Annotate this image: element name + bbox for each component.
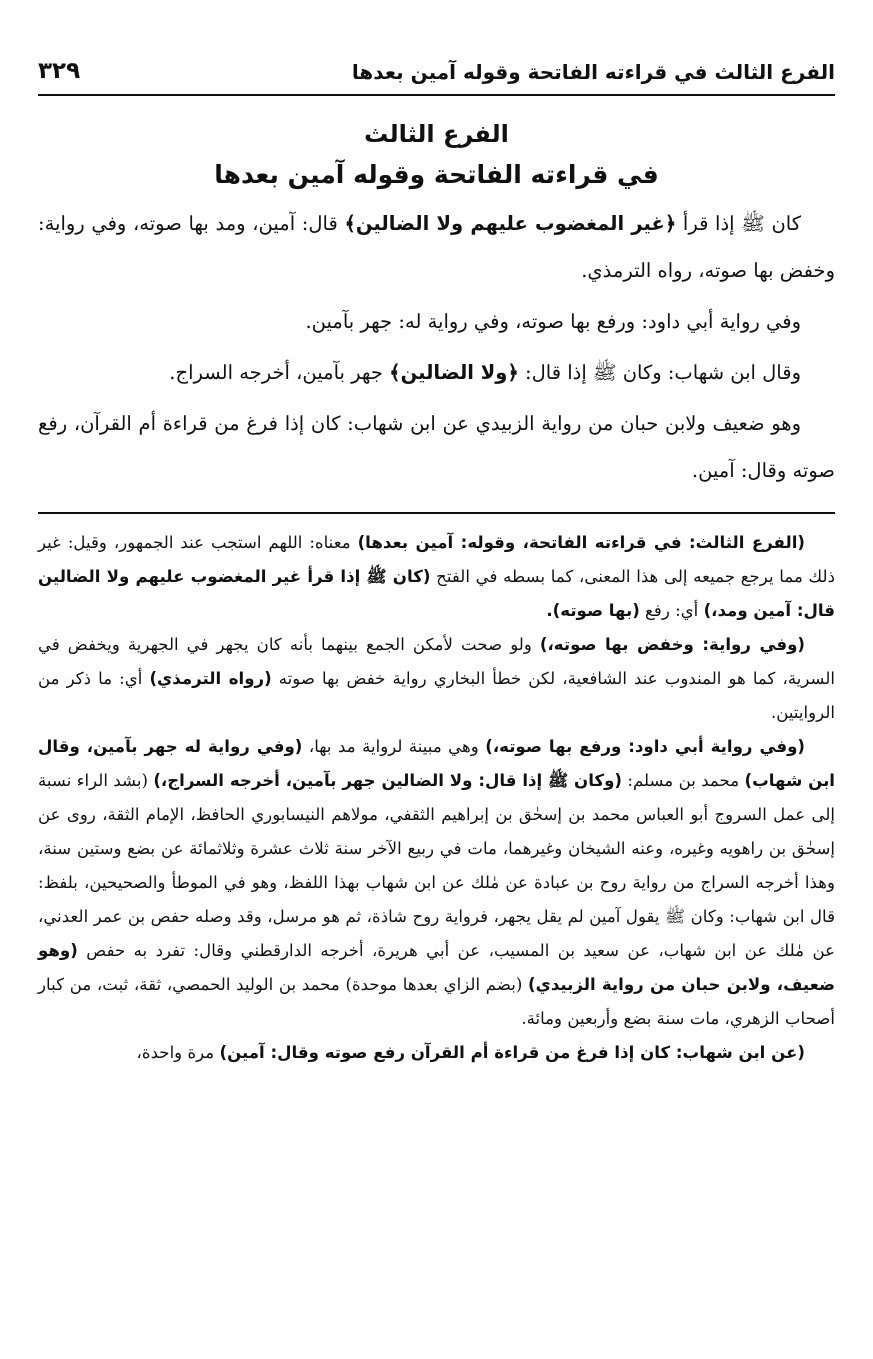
main-text xyxy=(38,200,835,494)
lemma: (وكان ﷺ إذا قال: ولا الضالين جهر بآمين، أخرجه السراج،) xyxy=(153,771,622,790)
lemma: (الفرع الثالث: في قراءته الفاتحة، وقوله: آمين بعدها) xyxy=(357,533,805,552)
main-paragraph: وفي رواية أبي داود: ورفع بها صوته، وفي رواية له: جهر بآمين. xyxy=(305,310,801,333)
chapter-label: الفرع الثالث xyxy=(364,120,509,148)
main-paragraph xyxy=(38,200,835,294)
text-run: جهر بآمين، أخرجه السراج. xyxy=(169,361,390,384)
chapter-title: في قراءته الفاتحة وقوله آمين بعدها xyxy=(214,160,659,189)
commentary-paragraph xyxy=(38,526,835,628)
running-title: الفرع الثالث في قراءته الفاتحة وقوله آمين بعدها xyxy=(351,60,835,84)
text-run: مرة واحدة، xyxy=(136,1043,220,1062)
lemma: (وفي رواية: وخفض بها صوته،) xyxy=(539,635,805,654)
book-page xyxy=(38,40,835,1339)
lemma: (وهو ضعيف، ولابن حبان من رواية الزبيدي) xyxy=(38,941,836,994)
text-run: أي: ما ذكر من الروايتين. xyxy=(38,669,835,722)
lemma: (رواه الترمذي) xyxy=(149,669,272,688)
lemma: (وفي رواية له جهر بآمين، وقال ابن شهاب) xyxy=(38,737,835,790)
commentary-paragraph xyxy=(38,628,835,730)
text-run: معناه: اللهم استجب عند الجمهور، وقيل: غير ذلك مما يرجع جميعه إلى هذا المعنى، كما بسطه في الفتح xyxy=(38,533,835,586)
main-paragraph xyxy=(38,349,835,396)
commentary xyxy=(38,526,835,1070)
lemma: (كان ﷺ إذا قرأ غير المغضوب عليهم ولا الضالين قال: آمين ومد،) xyxy=(38,567,835,620)
text-run: وهي مبينة لرواية مد بها، xyxy=(302,737,486,756)
text-run: أي: رفع xyxy=(639,601,704,620)
page-number: ٣٢٩ xyxy=(38,58,81,84)
lemma: (وفي رواية أبي داود: ورفع بها صوته،) xyxy=(485,737,805,756)
quran-quote: ﴿غير المغضوب عليهم ولا الضالين﴾ xyxy=(344,212,677,235)
text-run: ولو صحت لأمكن الجمع بينهما بأنه كان يجهر في الجهرية ويخفض في السرية، كما هو المندوب عند الشافعية، لكن خطأ البخاري رواية خفض بها صوته xyxy=(38,635,835,688)
commentary-paragraph xyxy=(38,730,835,1036)
lemma: (بها صوته). xyxy=(546,601,640,620)
quran-quote: ﴿ولا الضالين﴾ xyxy=(389,361,519,384)
text-run: كان ﷺ إذا قرأ xyxy=(676,212,801,235)
text-run: قال: آمين، ومد بها صوته، وفي رواية: وخفض بها صوته، رواه الترمذي. xyxy=(38,212,835,282)
text-run: محمد بن مسلم: xyxy=(622,771,745,790)
main-paragraph: وهو ضعيف ولابن حبان من رواية الزبيدي عن ابن شهاب: كان إذا فرغ من قراءة أم القرآن، رفع صوته وقال: آمين. xyxy=(38,412,835,482)
commentary-divider xyxy=(38,512,835,514)
lemma: (عن ابن شهاب: كان إذا فرغ من قراءة أم القرآن رفع صوته وقال: آمين) xyxy=(219,1043,805,1062)
text-run: (بضم الزاي بعدها موحدة) محمد بن الوليد الحمصي، ثقة، ثبت، من كبار أصحاب الزهري، مات سنة بضع وأربعين ومائة. xyxy=(38,975,835,1028)
running-header xyxy=(38,40,835,96)
chapter-heading xyxy=(38,114,835,196)
text-run: وقال ابن شهاب: وكان ﷺ إذا قال: xyxy=(518,361,801,384)
commentary-paragraph xyxy=(38,1036,835,1070)
text-run: (بشد الراء نسبة إلى عمل السروج أبو العباس محمد بن إسحٰق بن إبراهيم الثقفي، مولاهم النيسابوري الحافظ، الإمام الثقة، روى عن إسحٰق بن راهويه وغيره، وعنه الشيخان وغيرهما، مات في ربيع الآخر سنة ثلاث عشرة وثلاثمائة عن بضع وستين سنة، وهذا أخرجه السراج من رواية روح بن عبادة عن مٰلك عن ابن شهاب بهذا اللفظ، وهو في الموطأ والصحيحين، بلفظ: قال ابن شهاب: وكان ﷺ يقول آمين لم يقل يجهر، فرواية روح شاذة، ثم هو مرسل، وقد وصله حفص بن عمر العدني، عن مٰلك عن ابن شهاب، عن سعيد بن المسيب، عن أبي هريرة، أخرجه الدارقطني وقال: تفرد به حفص xyxy=(38,771,835,960)
